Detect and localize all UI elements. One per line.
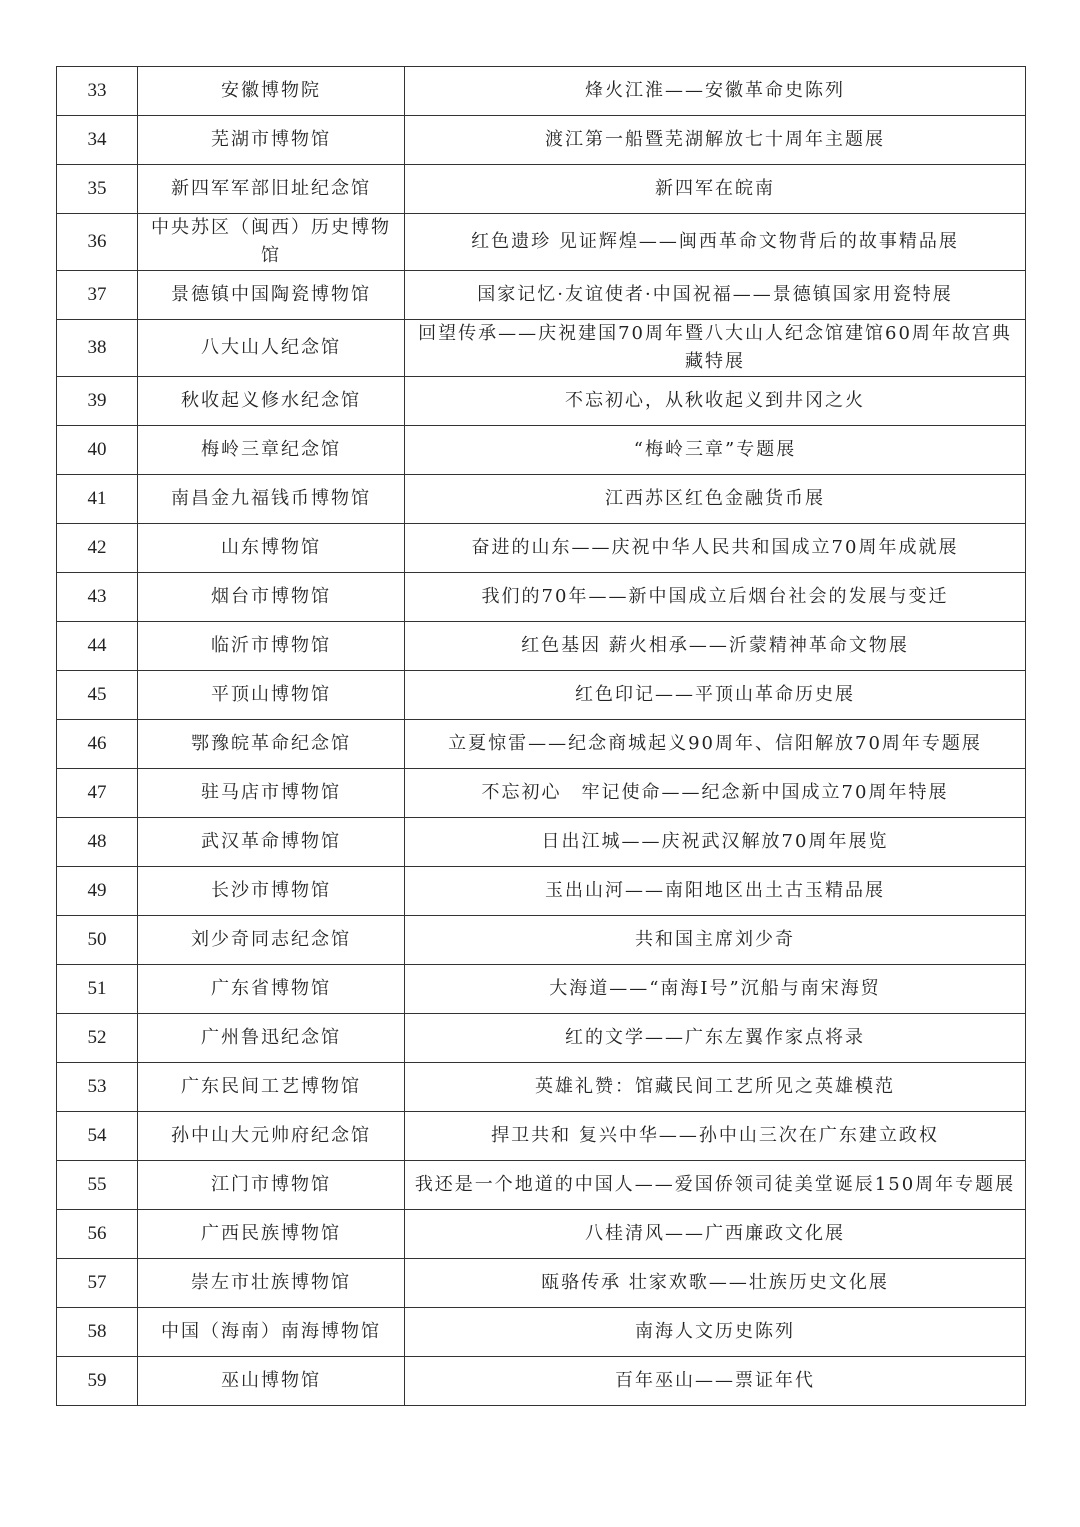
table-row: [57, 377, 1026, 426]
row-number: 33: [57, 67, 138, 116]
table-row: [57, 1112, 1026, 1161]
exhibition-title: 奋进的山东——庆祝中华人民共和国成立70周年成就展: [405, 524, 1026, 573]
row-number: 37: [57, 271, 138, 320]
table-row: [57, 818, 1026, 867]
museum-name: 山东博物馆: [138, 524, 405, 573]
table-row: [57, 769, 1026, 818]
row-number: 50: [57, 916, 138, 965]
row-number: 46: [57, 720, 138, 769]
exhibition-table: [56, 66, 1026, 1406]
row-number: 44: [57, 622, 138, 671]
exhibition-title: 瓯骆传承 壮家欢歌——壮族历史文化展: [405, 1259, 1026, 1308]
exhibition-title: 捍卫共和 复兴中华——孙中山三次在广东建立政权: [405, 1112, 1026, 1161]
museum-name: 八大山人纪念馆: [138, 320, 405, 377]
row-number: 47: [57, 769, 138, 818]
table-row: [57, 1357, 1026, 1406]
row-number: 34: [57, 116, 138, 165]
exhibition-title: 八桂清风——广西廉政文化展: [405, 1210, 1026, 1259]
exhibition-title: 英雄礼赞：馆藏民间工艺所见之英雄模范: [405, 1063, 1026, 1112]
table-row: [57, 1014, 1026, 1063]
museum-name: 秋收起义修水纪念馆: [138, 377, 405, 426]
row-number: 51: [57, 965, 138, 1014]
museum-name: 孙中山大元帅府纪念馆: [138, 1112, 405, 1161]
table-row: [57, 671, 1026, 720]
row-number: 58: [57, 1308, 138, 1357]
museum-name: 广西民族博物馆: [138, 1210, 405, 1259]
museum-name: 崇左市壮族博物馆: [138, 1259, 405, 1308]
museum-name: 巫山博物馆: [138, 1357, 405, 1406]
exhibition-title: 回望传承——庆祝建国70周年暨八大山人纪念馆建馆60周年故宫典藏特展: [405, 320, 1026, 377]
museum-name: 平顶山博物馆: [138, 671, 405, 720]
table-row: [57, 116, 1026, 165]
museum-name: 中国（海南）南海博物馆: [138, 1308, 405, 1357]
row-number: 43: [57, 573, 138, 622]
exhibition-title: 江西苏区红色金融货币展: [405, 475, 1026, 524]
row-number: 41: [57, 475, 138, 524]
exhibition-title: 我还是一个地道的中国人——爱国侨领司徒美堂诞辰150周年专题展: [405, 1161, 1026, 1210]
table-row: [57, 965, 1026, 1014]
museum-name: 烟台市博物馆: [138, 573, 405, 622]
row-number: 52: [57, 1014, 138, 1063]
table-row: [57, 622, 1026, 671]
table-row: [57, 1063, 1026, 1112]
exhibition-title: 共和国主席刘少奇: [405, 916, 1026, 965]
exhibition-title: 渡江第一船暨芜湖解放七十周年主题展: [405, 116, 1026, 165]
table-row: [57, 475, 1026, 524]
exhibition-title: 大海道——“南海Ⅰ号”沉船与南宋海贸: [405, 965, 1026, 1014]
exhibition-title: 南海人文历史陈列: [405, 1308, 1026, 1357]
museum-name: 临沂市博物馆: [138, 622, 405, 671]
table-row: [57, 573, 1026, 622]
exhibition-title: 百年巫山——票证年代: [405, 1357, 1026, 1406]
museum-name: 驻马店市博物馆: [138, 769, 405, 818]
table-row: [57, 320, 1026, 377]
table-row: [57, 916, 1026, 965]
table-row: [57, 426, 1026, 475]
row-number: 45: [57, 671, 138, 720]
museum-name: 景德镇中国陶瓷博物馆: [138, 271, 405, 320]
table-row: [57, 720, 1026, 769]
exhibition-title: 我们的70年——新中国成立后烟台社会的发展与变迁: [405, 573, 1026, 622]
museum-name: 新四军军部旧址纪念馆: [138, 165, 405, 214]
table-row: [57, 271, 1026, 320]
row-number: 59: [57, 1357, 138, 1406]
row-number: 35: [57, 165, 138, 214]
table-row: [57, 1259, 1026, 1308]
museum-name: 芜湖市博物馆: [138, 116, 405, 165]
exhibition-title: 烽火江淮——安徽革命史陈列: [405, 67, 1026, 116]
exhibition-title: 红的文学——广东左翼作家点将录: [405, 1014, 1026, 1063]
table-row: [57, 1161, 1026, 1210]
exhibition-title: 日出江城——庆祝武汉解放70周年展览: [405, 818, 1026, 867]
table-row: [57, 1210, 1026, 1259]
table-row: [57, 524, 1026, 573]
exhibition-title: 不忘初心，从秋收起义到井冈之火: [405, 377, 1026, 426]
museum-name: 广东民间工艺博物馆: [138, 1063, 405, 1112]
table-row: [57, 165, 1026, 214]
museum-name: 中央苏区（闽西）历史博物馆: [138, 214, 405, 271]
exhibition-title: 红色遗珍 见证辉煌——闽西革命文物背后的故事精品展: [405, 214, 1026, 271]
exhibition-title: 不忘初心 牢记使命——纪念新中国成立70周年特展: [405, 769, 1026, 818]
row-number: 54: [57, 1112, 138, 1161]
row-number: 42: [57, 524, 138, 573]
table-body: [57, 67, 1026, 1406]
museum-name: 安徽博物院: [138, 67, 405, 116]
table-row: [57, 1308, 1026, 1357]
exhibition-title: 新四军在皖南: [405, 165, 1026, 214]
museum-name: 南昌金九福钱币博物馆: [138, 475, 405, 524]
exhibition-title: 国家记忆·友谊使者·中国祝福——景德镇国家用瓷特展: [405, 271, 1026, 320]
exhibition-title: 红色基因 薪火相承——沂蒙精神革命文物展: [405, 622, 1026, 671]
museum-name: 长沙市博物馆: [138, 867, 405, 916]
table-row: [57, 67, 1026, 116]
museum-name: 鄂豫皖革命纪念馆: [138, 720, 405, 769]
exhibition-title: 红色印记——平顶山革命历史展: [405, 671, 1026, 720]
row-number: 38: [57, 320, 138, 377]
museum-name: 武汉革命博物馆: [138, 818, 405, 867]
row-number: 39: [57, 377, 138, 426]
row-number: 57: [57, 1259, 138, 1308]
row-number: 40: [57, 426, 138, 475]
museum-name: 江门市博物馆: [138, 1161, 405, 1210]
museum-name: 刘少奇同志纪念馆: [138, 916, 405, 965]
row-number: 49: [57, 867, 138, 916]
row-number: 53: [57, 1063, 138, 1112]
row-number: 56: [57, 1210, 138, 1259]
table-row: [57, 214, 1026, 271]
row-number: 55: [57, 1161, 138, 1210]
exhibition-title: 玉出山河——南阳地区出土古玉精品展: [405, 867, 1026, 916]
exhibition-title: “梅岭三章”专题展: [405, 426, 1026, 475]
table-row: [57, 867, 1026, 916]
museum-name: 梅岭三章纪念馆: [138, 426, 405, 475]
exhibition-title: 立夏惊雷——纪念商城起义90周年、信阳解放70周年专题展: [405, 720, 1026, 769]
row-number: 36: [57, 214, 138, 271]
museum-name: 广州鲁迅纪念馆: [138, 1014, 405, 1063]
row-number: 48: [57, 818, 138, 867]
museum-name: 广东省博物馆: [138, 965, 405, 1014]
